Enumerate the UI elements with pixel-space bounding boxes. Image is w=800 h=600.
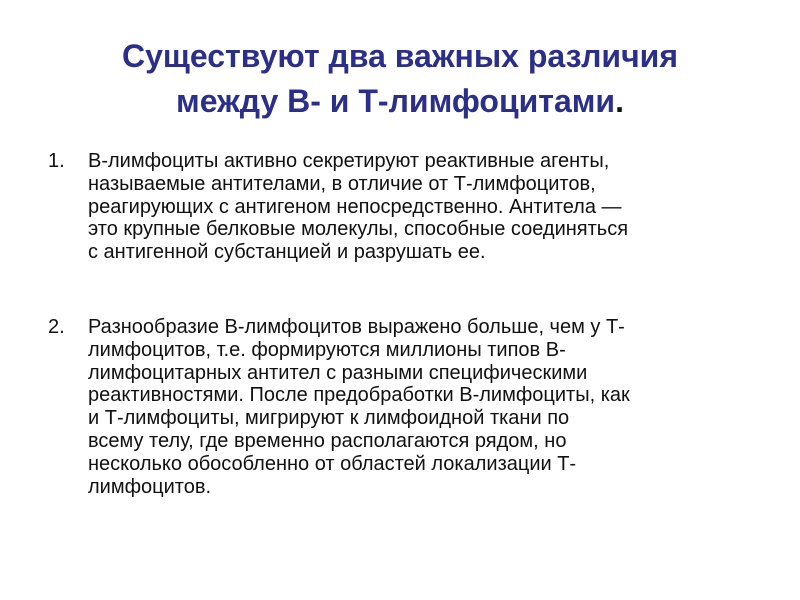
list-item-line: Разнообразие В-лимфоцитов выражено больше, чем у Т-	[88, 315, 625, 338]
list-item-line: лимфоцитов.	[88, 475, 212, 498]
list-item-line: реагирующих с антигеном непосредственно. Антитела —	[88, 195, 622, 218]
numbered-list	[44, 150, 760, 498]
list-item-line: несколько обособленно от областей локализации Т-	[88, 452, 577, 475]
title-line-2	[40, 79, 760, 124]
slide-title	[40, 34, 760, 124]
list-item-line: это крупные белковые молекулы, способные соединяться	[88, 218, 629, 241]
list-item-line: называемые антителами, в отличие от Т-лимфоцитов,	[88, 172, 596, 195]
title-period: .	[615, 83, 624, 119]
title-line-2-text: между В- и Т-лимфоцитами	[176, 83, 616, 119]
title-line-1: Существуют два важных различия	[122, 38, 678, 74]
list-item-line: с антигенной субстанцией и разрушать ее.	[88, 241, 486, 264]
list-item-line: лимфоцитов, т.е. формируются миллионы типов В-	[88, 338, 566, 361]
list-item-line: В-лимфоциты активно секретируют реактивные агенты,	[88, 150, 610, 172]
list-item	[44, 316, 760, 498]
list-item-line: реактивностями. После предобработки В-лимфоциты, как	[88, 384, 630, 407]
list-item-line: лимфоцитарных антител с разными специфическими	[88, 361, 588, 384]
list-item-number: 1.	[48, 150, 65, 172]
list-item-line: всему телу, где временно располагаются рядом, но	[88, 429, 567, 452]
list-item-line: и Т-лимфоциты, мигрируют к лимфоидной ткани по	[88, 407, 570, 430]
list-item	[44, 150, 760, 264]
list-item-number: 2.	[48, 315, 65, 338]
